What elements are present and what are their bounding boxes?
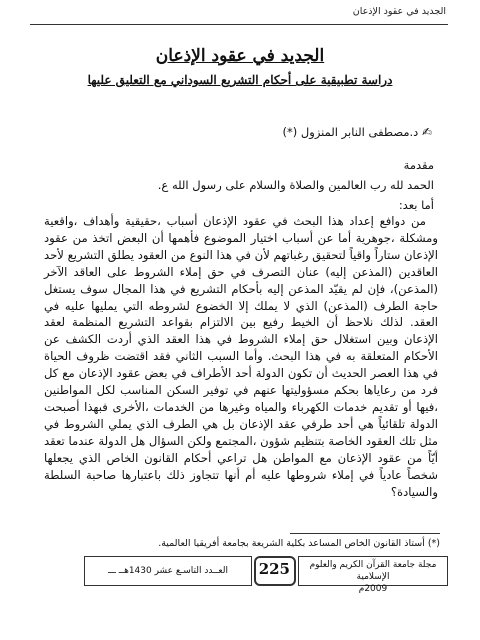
footnote: (*) أستاذ القانون الخاص المساعد بكلية الشريعة بجامعة أفريقيا العالمية. [158,538,440,549]
journal-year: 2009م [358,584,388,594]
after-heading: أما بعد: [398,198,434,212]
page-footer [30,556,448,594]
article-subtitle: دراسة تطبيقية على أحكام التشريع السوداني مع التعليق عليها [87,73,393,87]
introduction-heading: مقدمة [403,158,434,172]
article-title: الجديد في عقود الإذعان [155,46,325,66]
footnote-rule [290,533,440,534]
journal-name: مجلة جامعة القرآن الكريم والعلوم الإسلامية [309,560,437,582]
page-number: 225 [254,556,296,586]
body-text [44,213,438,500]
author-line [283,125,432,139]
issue-box: العــدد التاسـع عشر 1430هــ ـــ [84,556,252,586]
pen-icon: ✍ [421,125,432,139]
author-name: د.مصطفى النابر المنزول [300,125,419,139]
praise-line: الحمد لله رب العالمين والصلاة والسلام على رسول الله ع. [157,178,434,192]
running-header: الجديد في عقود الإذعان [352,6,446,17]
journal-box [298,556,448,594]
author-footnote-marker: (*) [282,125,298,139]
header-rule [30,24,448,25]
body-paragraph: من دوافع إعداد هذا البحث في عقود الإذعان أسباب ،حقيقية وأهداف ،واقعية ومشكلة ،جوهرية أما عن أسباب اختيار الموضوع فأهمها أن البعض اتخذ من عقود الإذعان ستاراً واقياً لتحقيق رغباتهم لأن في هذا النوع من العقود يطلق التشريع لأحد العاقدين (المذعن إليه) عنان التصرف في حق إملاء الشروط على العاقد الآخر (المذعن)، فإن لم يقيّد المذعن إليه بأحكام التشريع في هذا المجال سوف يستغل حاجة الطرف (المذعن) الذي لا يملك إلا الخضوع لشروطه التي يمليها عليه في العقد. لذلك نلاحظ أن الخيط رفيع بين الالتزام بقواعد التشريع المنظمة لعقد الإذعان وبين استغلال حق إملاء الشروط في هذا العقد الذي أردت الكشف عن الأحكام المتعلقة به في هذا البحث. وأما السبب الثاني فقد اقتضت ظروف الحياة في هذا العصر الحديث أن تكون الدولة أحد الأطراف في بعض عقود الإذعان مع كل فرد من رعاياها بحكم مسؤوليتها عنهم في توفير السكن المناسب لكل المواطنين ،فيها أو تقديم خدمات الكهرباء والمياه وغيرها من الخدمات ،الأخرى فبهذا أصبحت الدولة تلقائياً هي أحد طرفي عقد الإذعان بل هي الطرف الذي يملي الشروط في مثل تلك العقود الخاصة بتنظيم شؤون ،المجتمع ولكن السؤال هل الدولة عندما تعقد أيّاً من عقود الإذعان مع المواطن هل تراعي أحكام القانون الخاص الذي يجعلها شخصاً عادياً في إملاء شروطها عليه أم أنها تتجاوز ذلك باعتبارها صاحبة السلطة والسيادة؟ [44,214,438,499]
